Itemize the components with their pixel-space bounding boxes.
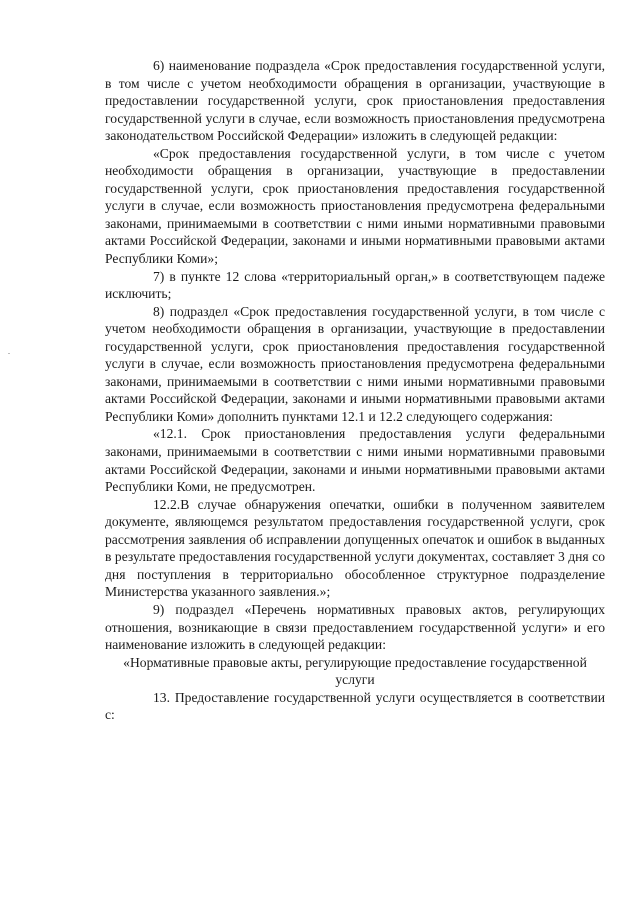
document-page [105,57,605,724]
paragraph-12-2: 12.2.В случае обнаружения опечатки, ошибки в полученном заявителем документе, являющемся результатом предоставления государственной услуги, срок рассмотрения заявления об исправлении допущенных опечаток и ошибок в выданных в результате предоставления государственной услуги документах, составляет 3 дня со дня поступления в территориально обособленное структурное подразделение Министерства указанного заявления.»; [105,496,605,600]
paragraph-12-1: «12.1. Срок приостановления предоставления услуги федеральными законами, принимаемыми в соответствии с ними иными нормативными правовыми актами Российской Федерации, законами и иными нормативными правовыми актами Республики Коми, не предусмотрен. [105,426,605,495]
paragraph-quoted-title: «Срок предоставления государственной услуги, в том числе с учетом необходимости обращения в организации, участвующие в предоставлении государственной услуги, срок приостановления предоставления государственной услуги в случае, если возможность приостановления предусмотрена федеральными законами, принимаемыми в соответствии с ними иными нормативными правовыми актами Российской Федерации, законами и иными нормативными правовыми актами Республики Коми»; [105,145,605,267]
paragraph-item-7: 7) в пункте 12 слова «территориальный орган,» в соответствующем падеже исключить; [105,268,605,302]
paragraph-item-9: 9) подраздел «Перечень нормативных правовых актов, регулирующих отношения, возникающие в связи предоставлением государственной услуги» и его наименование изложить в следующей редакции: [105,601,605,653]
paragraph-item-6: 6) наименование подраздела «Срок предоставления государственной услуги, в том числе с учетом необходимости обращения в организации, участвующие в предоставлении государственной услуги, срок приостановления предоставления государственной услуги в случае, если возможность приостановления предусмотрена законодательством Российской Федерации» изложить в следующей редакции: [105,58,605,144]
scan-speck [8,353,10,354]
paragraph-13: 13. Предоставление государственной услуги осуществляется в соответствии с: [105,689,605,723]
paragraph-item-8: 8) подраздел «Срок предоставления государственной услуги, в том числе с учетом необходимости обращения в организации, участвующие в предоставлении государственной услуги, срок приостановления предоставления государственной услуги в случае, если возможность приостановления предусмотрена федеральными законами, принимаемыми в соответствии с ними иными нормативными правовыми актами Российской Федерации, законами и иными нормативными правовыми актами Республики Коми» дополнить пунктами 12.1 и 12.2 следующего содержания: [105,303,605,424]
section-heading: «Нормативные правовые акты, регулирующие предоставление государственной услуги [123,654,587,688]
